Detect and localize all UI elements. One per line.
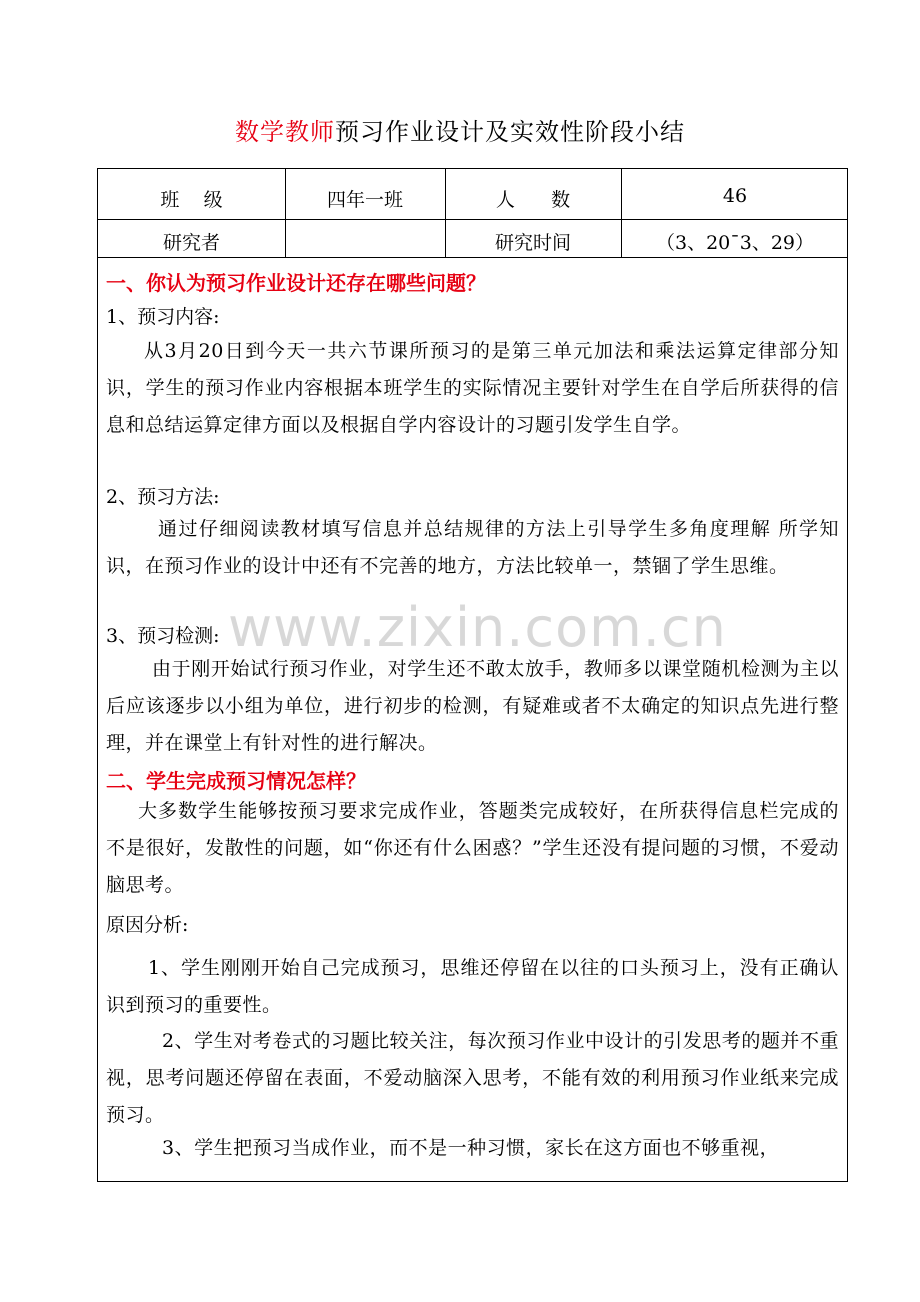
section2-heading: 二、学生完成预习情况怎样？	[106, 769, 366, 793]
reason-1: 1、学生刚刚开始自己完成预习，思维还停留在以往的口头预习上，没有正确认识到预习的重要性。	[106, 957, 839, 1016]
class-value: 四年一班	[326, 189, 403, 211]
page-title	[0, 112, 920, 147]
col-divider	[285, 169, 286, 257]
count-value: 46	[722, 185, 748, 207]
section2-text: 大多数学生能够按预习要求完成作业，答题类完成较好，在所获得信息栏完成的不是很好，发散性的问题，如“你还有什么困惑？”学生还没有提问题的习惯，不爱动脑思考。	[106, 800, 839, 896]
count-label: 人 数	[495, 189, 571, 211]
row-divider	[98, 219, 847, 220]
section1-heading: 一、你认为预习作业设计还存在哪些问题？	[106, 271, 486, 295]
item1-text: 从3月20日到今天一共六节课所预习的是第三单元加法和乘法运算定律部分知识，学生的预习作业内容根据本班学生的实际情况主要针对学生在自学后所获得的信息和总结运算定律方面以及根据自学内容设计的习题引发学生自学。	[106, 340, 839, 436]
item3-text: 由于刚开始试行预习作业，对学生还不敢太放手，教师多以课堂随机检测为主以后应该逐步以小组为单位，进行初步的检测，有疑难或者不太确定的知识点先进行整理，并在课堂上有针对性的进行解决。	[106, 658, 839, 754]
item3-title: 3、预习检测:	[106, 625, 220, 647]
row-divider	[98, 257, 847, 258]
title-rest: 预习作业设计及实效性阶段小结	[335, 118, 685, 146]
item2-text: 通过仔细阅读教材填写信息并总结规律的方法上引导学生多角度理解 所学知识，在预习作业的设计中还有不完善的地方，方法比较单一，禁锢了学生思维。	[106, 518, 839, 577]
item2-title: 2、预习方法:	[106, 486, 220, 508]
researcher-label: 研究者	[162, 232, 220, 254]
reason-2: 2、学生对考卷式的习题比较关注，每次预习作业中设计的引发思考的题并不重视，思考问题还停留在表面，不爱动脑深入思考，不能有效的利用预习作业纸来完成预习。	[106, 1030, 839, 1126]
time-value: （3、20¯3、29）	[655, 232, 815, 254]
item1-title: 1、预习内容:	[106, 306, 220, 328]
title-highlight: 数学教师	[235, 118, 335, 146]
class-label: 班 级	[160, 189, 223, 211]
time-label: 研究时间	[494, 232, 571, 254]
reason-3: 3、学生把预习当成作业，而不是一种习惯，家长在这方面也不够重视，	[162, 1137, 780, 1159]
watermark: www.zixin.com.cn	[228, 596, 727, 659]
report-table	[97, 168, 848, 1182]
analysis-title: 原因分析:	[106, 914, 189, 936]
